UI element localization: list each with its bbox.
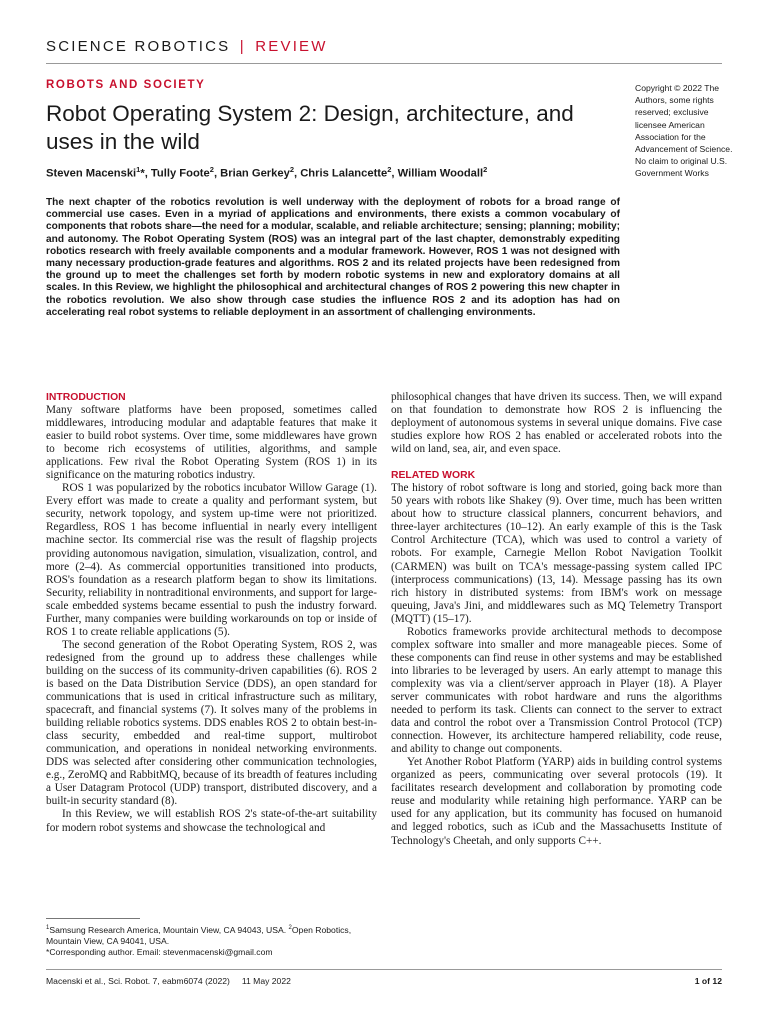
header-separator: |: [239, 38, 246, 55]
paragraph: ROS 1 was popularized by the robotics incubator Willow Garage (1). Every effort was made to create a quality and performant system, but security, network topology, and system up-time were not prioritized. Regardless, ROS 1 has become influential in nearly every intelligent machine sector. Its commercial rise was the result of flagship projects providing autonomous navigation, simulation, visualization, control, and more (2–4). As commercial opportunities transitioned into products, ROS's foundation as a research platform began to show its limitations. Security, reliability in nontraditional environments, and support for large-scale embedded systems became essential to push the industry forward. Further, many companies were building workarounds on top or inside of ROS 1 to create reliable applications (5).: [46, 482, 377, 638]
abstract: The next chapter of the robotics revolution is well underway with the deployment of robots for a broad range of commercial use cases. Even in a myriad of applications and environments, there exists a common vocabulary of components that robots share—the need for a modular, scalable, and reliable architecture; sensing; planning; mobility; and autonomy. The Robot Operating System (ROS) was an integral part of the last chapter, demonstrably expediting robotics research with freely available components and a modular framework. However, ROS 1 was not designed with many necessary production-grade features and algorithms. ROS 2 and its related projects have been redesigned from the ground up to meet the challenges set forth by modern robotic systems in new and exploratory domains at all scales. In this Review, we highlight the philosophical and architectural changes of ROS 2 powering this new chapter in the robotics revolution. We also show through case studies the influence ROS 2 and its adoption has had on accelerating real robot systems to reliable deployment in an assortment of challenging environments.: [46, 197, 620, 318]
citation-line: Macenski et al., Sci. Robot. 7, eabm6074 (2022) 11 May 2022: [46, 976, 291, 986]
copyright-notice: Copyright © 2022 The Authors, some rights reserved; exclusive licensee American Association for the Advancement of Science. No claim to original U.S. Government Works: [635, 83, 733, 179]
author-mark: *: [140, 167, 145, 180]
header-divider: [46, 63, 722, 64]
footnotes: [46, 923, 381, 958]
author-name: William Woodall: [397, 167, 484, 180]
paragraph: In this Review, we will establish ROS 2's state-of-the-art suitability for modern robot systems and showcase the technological and: [46, 808, 377, 834]
paragraph: Yet Another Robot Platform (YARP) aids in building control systems organized as peers, communicating over several protocols (19). It facilitates research development and collaboration by promoting code reuse and modularity while retaining high performance. YARP can be used for any application, but its community has focused on humanoid and legged robotics, such as iCub and the Massachusetts Institute of Technology's Cheetah, and only supports C++.: [391, 756, 722, 847]
journal-name: SCIENCE ROBOTICS: [46, 38, 231, 55]
author-list: Steven Macenski$^1$*, Tully Foote$^2$, Brian Gerkey$^2$, Chris Lalancette$^2$, William Woodall$^2$: [46, 165, 488, 180]
author-name: Chris Lalancette: [300, 167, 388, 180]
paragraph: The second generation of the Robot Operating System, ROS 2, was redesigned from the ground up to address these challenges while building on the success of its community-driven capabilities (6). ROS 2 is based on the Data Distribution Service (DDS), an open standard for communications that is used in critical infrastructure such as military, spacecraft, and financial systems (7). It solves many of the problems in building reliable robotics systems. DDS enables ROS 2 to obtain best-in-class security, embedded and real-time support, multirobot communication, and operations in nonideal networking environments. DDS was selected after considering other communication technologies, e.g., ZeroMQ and RabbitMQ, because of its breadth of features including a User Datagram Protocol (UDP) transport, distributed discovery, and a built-in security standard (8).: [46, 638, 377, 808]
paragraph: philosophical changes that have driven its success. Then, we will expand on that foundation to demonstrate how ROS 2 is influencing the deployment of autonomous systems in several unique domains. Five case studies explore how ROS 2 has enabled or accelerated robots into the wild on land, sea, air, and even space.: [391, 391, 722, 456]
footer-divider: [46, 969, 722, 970]
corresponding-author: *Corresponding author. Email: stevenmacenski@gmail.com: [46, 947, 273, 958]
author-affiliation: 2: [209, 165, 214, 174]
author-affiliation: 2: [483, 165, 488, 174]
footnote-divider: [46, 918, 140, 919]
column-left: [46, 391, 377, 835]
author-name: Tully Foote: [150, 167, 210, 180]
journal-header: [46, 38, 328, 55]
related-work-heading: RELATED WORK: [391, 470, 476, 482]
paragraph: Many software platforms have been proposed, sometimes called middlewares, introducing modular and adaptable features that make it easier to build robot systems. Over time, some middlewares have grown to become rich ecosystems of utilities, algorithms, and sample applications. Few rival the Robot Operating System (ROS 1) in its significance on the maturing robotics industry.: [46, 404, 377, 482]
affiliations-footnote: $^1$Samsung Research America, Mountain View, CA 94043, USA. $^2$Open Robotics, Mountain View, CA 94041, USA.: [46, 924, 352, 947]
author-affiliation: 1: [136, 165, 141, 174]
paragraph: The history of robot software is long and storied, going back more than 50 years with robots like Shakey (9). Over time, much has been written about how to structure classical planners, concurrent behaviors, and three-layer architectures (10–12). An early example of this is the Task Control Architecture (TCA), which was used to control a variety of robots. For example, Carnegie Mellon Robot Navigation Toolkit (CARMEN) was built on TCA's message-passing system called IPC (interprocess communications) (13, 14). Message passing has its own rich history in distributed systems: from IBM's work on message queuing, Java's Jini, and middlewares such as MQ Telemetry Transport (MQTT) (15–17).: [391, 482, 722, 625]
column-right: [391, 391, 722, 848]
author-affiliation: 2: [289, 165, 294, 174]
page-number: 1 of 12: [694, 976, 722, 986]
paragraph: Robotics frameworks provide architectural methods to decompose complex software into smaller and more manageable pieces. Some of these components can find reuse in other systems and may be established into libraries to be leveraged by users. An early attempt to manage this complexity was via a client/server approach in Player (18). A Player server communicates with robot hardware and runs the algorithms needed to perform its task. Clients can connect to the server to extract data and control the robot over a Transmission Control Protocol (TCP) connection. However, its architecture hampered reliability, code reuse, and ability to change out components.: [391, 625, 722, 756]
section-label: ROBOTS AND SOCIETY: [46, 79, 206, 91]
article-title: Robot Operating System 2: Design, architecture, and uses in the wild: [46, 101, 574, 154]
author-affiliation: 2: [387, 165, 392, 174]
author-name: Steven Macenski: [46, 167, 137, 180]
introduction-heading: INTRODUCTION: [46, 392, 126, 403]
article-type: REVIEW: [255, 38, 328, 55]
author-name: Brian Gerkey: [220, 167, 290, 180]
